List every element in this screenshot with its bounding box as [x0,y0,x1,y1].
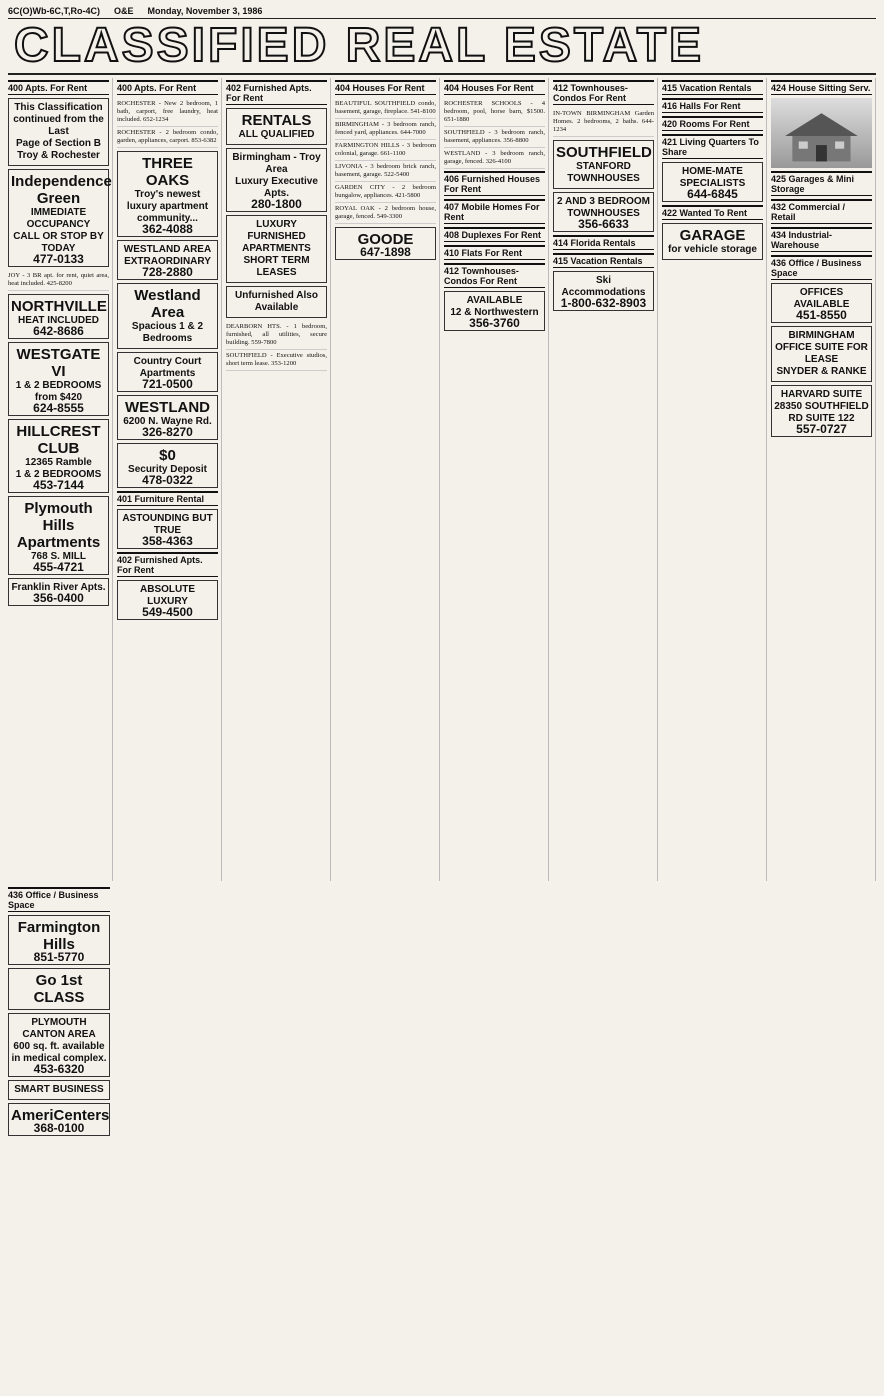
display-ad-phone: 549-4500 [142,605,193,619]
masthead-rule [8,73,876,75]
display-ad-title: RENTALS [241,112,312,129]
display-ad-title: WESTLAND AREA [123,244,212,255]
display-ad-title: Country Court Apartments [133,356,202,379]
ad-column [662,78,767,881]
ad-column [8,885,113,1396]
display-ad-line: SHORT TERM LEASES [243,255,310,278]
classified-ad: GARDEN CITY - 2 bedroom bungalow, appliances. 421-5800 [335,182,436,203]
display-ad-line: EXTRAORDINARY [124,256,211,267]
classified-ad: SOUTHFIELD - Executive studios, short term lease. 353-1200 [226,350,327,371]
section-heading: 415 Vacation Rentals [662,80,763,95]
display-ad-line: Security Deposit [128,464,207,475]
classified-ad: ROCHESTER SCHOOLS - 4 bedroom, pool, horse barn, $1500. 651-1880 [444,98,545,127]
ad-column [117,78,222,881]
classified-ad: DEARBORN HTS. - 1 bedroom, furnished, all utilities, secure building. 559-7800 [226,321,327,350]
display-ad [8,496,109,575]
section-heading: 404 Houses For Rent [335,80,436,95]
display-ad-phone: 624-8555 [33,401,84,415]
display-ad-line: 6200 N. Wayne Rd. [123,416,212,427]
classified-ad: IN-TOWN BIRMINGHAM Garden Homes. 2 bedrooms, 2 baths. 644-1234 [553,108,654,137]
display-ad-line: 12365 Ramble [25,457,92,468]
display-ad-title: Independence Green [11,173,112,207]
section-heading: 404 Houses For Rent [444,80,545,95]
display-ad [771,283,872,323]
display-ad-title: Franklin River Apts. [11,582,106,593]
section-heading: 414 Florida Rentals [553,235,654,250]
display-ad-title: PLYMOUTH CANTON AREA [22,1016,96,1040]
classified-ad: WESTLAND - 3 bedroom ranch, garage, fenced. 326-4100 [444,148,545,169]
display-ad-title: LUXURY FURNISHED APARTMENTS [242,219,311,254]
display-ad [444,291,545,331]
folio-section: 6C(O)Wb-6C,T,Ro-4C) [8,6,100,16]
display-ad-phone: 280-1800 [251,197,302,211]
display-ad-title: 2 AND 3 BEDROOM TOWNHOUSES [557,196,650,219]
display-ad [553,140,654,189]
display-ad-title: SOUTHFIELD [556,144,652,161]
display-ad [8,968,110,1010]
section-heading: 402 Furnished Apts. For Rent [117,552,218,577]
section-heading: 410 Flats For Rent [444,245,545,260]
display-ad-line: IMMEDIATE OCCUPANCY [26,207,91,230]
display-ad-line: Troy & Rochester [17,150,100,161]
classified-ad: ROYAL OAK - 2 bedroom house, garage, fenced. 549-3300 [335,203,436,224]
classified-ad: ROCHESTER - New 2 bedroom, 1 bath, carport, free laundry, heat included. 652-1234 [117,98,218,127]
section-heading: 432 Commercial / Retail [771,199,872,224]
display-ad-title: ABSOLUTE LUXURY [140,584,195,607]
display-ad [117,443,218,488]
display-ad-phone: 362-4088 [142,222,193,236]
display-ad-phone: 356-0400 [33,591,84,605]
display-ad [8,1013,110,1077]
display-ad [8,1103,110,1136]
display-ad-title: WESTLAND [125,399,210,416]
display-ad-line: HEAT INCLUDED [18,315,99,326]
section-heading: 424 House Sitting Serv. [771,80,872,95]
display-ad [117,240,218,280]
display-ad-phone: 356-3760 [469,316,520,330]
display-ad-title: BIRMINGHAM OFFICE SUITE FOR LEASE [775,330,868,365]
display-ad [226,286,327,318]
display-ad [8,98,109,166]
display-ad-title: Westland Area [134,287,201,321]
section-heading: 434 Industrial-Warehouse [771,227,872,252]
section-heading: 412 Townhouses-Condos For Rent [553,80,654,105]
ad-column [771,78,876,881]
classified-ad: BEAUTIFUL SOUTHFIELD condo, basement, garage, fireplace. 541-8100 [335,98,436,119]
ad-column [8,78,113,881]
section-heading: 402 Furnished Apts. For Rent [226,80,327,105]
display-ad-title: HOME-MATE SPECIALISTS [679,166,746,189]
classified-ad: JOY - 3 BR apt. for rent, quiet area, heat included. 425-8200 [8,270,109,291]
display-ad [662,162,763,202]
display-ad-phone: 642-8686 [33,324,84,338]
display-ad-line: 1 & 2 BEDROOMS [15,469,102,480]
display-ad [8,342,109,416]
display-ad [117,283,218,349]
classified-ad: FARMINGTON HILLS - 3 bedroom colonial, garage. 661-1100 [335,140,436,161]
classified-ad: SOUTHFIELD - 3 bedroom ranch, basement, appliances. 356-8800 [444,127,545,148]
display-ad-line: Spacious 1 & 2 Bedrooms [131,321,204,344]
display-ad-phone: 478-0322 [142,473,193,487]
folio-paper: O&E [114,6,134,16]
display-ad-phone: 453-7144 [33,478,84,492]
display-ad-title: Farmington Hills [17,918,101,953]
display-ad-title: AVAILABLE [466,295,523,306]
section-heading: 415 Vacation Rentals [553,253,654,268]
display-ad [117,395,218,440]
display-ad-line: from $420 [34,392,83,403]
display-ad [553,271,654,311]
display-ad [117,580,218,620]
display-ad-phone: 1-800-632-8903 [560,296,647,310]
ad-column [444,78,549,881]
display-ad [8,578,109,606]
house-photo [771,98,872,168]
display-ad-title: Ski Accommodations [561,275,646,298]
display-ad-title: Go 1st CLASS [33,971,85,1006]
display-ad-phone: 721-0500 [142,377,193,391]
display-ad-title: Unfurnished Also Available [235,290,318,313]
display-ad [8,169,112,267]
display-ad [8,1080,110,1100]
display-ad-title: OFFICES AVAILABLE [793,287,850,310]
ad-columns [8,78,876,1396]
section-heading: 421 Living Quarters To Share [662,134,763,159]
display-ad-line: Troy's newest luxury apartment community... [126,189,209,224]
display-ad-title: AmeriCenters [11,1106,110,1124]
display-ad-phone: 644-6845 [687,187,738,201]
display-ad [335,227,436,260]
display-ad-title: SMART BUSINESS [14,1083,104,1095]
display-ad-line: 12 & Northwestern [450,307,539,318]
ad-column [335,78,440,881]
section-heading: 400 Apts. For Rent [117,80,218,95]
display-ad-line: CALL OR STOP BY TODAY [13,231,104,254]
display-ad-title: HARVARD SUITE [780,389,863,400]
display-ad-line: ALL QUALIFIED [238,129,315,140]
display-ad [8,915,110,965]
section-heading: 420 Rooms For Rent [662,116,763,131]
ad-column [226,78,331,881]
display-ad [771,326,872,382]
display-ad-phone: 647-1898 [360,245,411,259]
display-ad [226,108,327,145]
display-ad [226,148,327,212]
folio-date: Monday, November 3, 1986 [147,6,263,16]
display-ad-phone: 455-4721 [33,560,84,574]
section-heading: 400 Apts. For Rent [8,80,109,95]
display-ad-title: GARAGE [679,227,746,244]
display-ad [662,223,763,260]
section-heading: 412 Townhouses-Condos For Rent [444,263,545,288]
section-heading: 436 Office / Business Space [8,887,110,912]
display-ad-line: 1 & 2 BEDROOMS [15,380,102,391]
display-ad-title: THREE OAKS [142,155,193,189]
display-ad-phone: 451-8550 [796,308,847,322]
classified-ad: ROCHESTER - 2 bedroom condo, garden, appliances, carport. 853-6382 [117,127,218,148]
display-ad-title: ASTOUNDING BUT TRUE [122,513,213,536]
masthead [8,19,876,73]
section-heading: 406 Furnished Houses For Rent [444,171,545,196]
display-ad-title: GOODE [357,231,414,248]
display-ad-line: 600 sq. ft. available in medical complex. [11,1040,107,1064]
folio-line [8,6,876,19]
display-ad-title: Birmingham - Troy Area [232,152,321,175]
display-ad-phone: 453-6320 [33,1061,85,1076]
display-ad [8,419,109,493]
display-ad-phone: 358-4363 [142,534,193,548]
masthead-title: CLASSIFIED REAL ESTATE [14,19,705,72]
display-ad-title: Plymouth Hills Apartments [16,500,101,551]
ad-column [553,78,658,881]
section-heading: 425 Garages & Mini Storage [771,171,872,196]
display-ad-phone: 851-5770 [33,949,85,964]
section-heading: 416 Halls For Rent [662,98,763,113]
house-icon [776,104,867,168]
display-ad-line: STANFORD TOWNHOUSES [567,161,640,184]
section-heading: 436 Office / Business Space [771,255,872,280]
display-ad [226,215,327,283]
display-ad-title: WESTGATE VI [16,346,101,380]
section-heading: 422 Wanted To Rent [662,205,763,220]
display-ad-phone: 326-8270 [142,425,193,439]
classified-ad: BIRMINGHAM - 3 bedroom ranch, fenced yard, appliances. 644-7000 [335,119,436,140]
display-ad-phone: 557-0727 [796,422,847,436]
display-ad [117,352,218,392]
display-ad-line: SNYDER & RANKE [776,366,867,377]
display-ad-title: HILLCREST CLUB [16,423,101,457]
display-ad-line: Luxury Executive Apts. [235,176,318,199]
display-ad-line: continued from the Last [13,114,104,137]
display-ad-line: This Classification [14,102,103,113]
display-ad-line: for vehicle storage [668,244,757,255]
display-ad [117,151,218,237]
display-ad-phone: 728-2880 [142,265,193,279]
display-ad-title: NORTHVILLE [11,298,107,315]
section-heading: 408 Duplexes For Rent [444,227,545,242]
display-ad-line: 768 S. MILL [30,551,86,562]
display-ad-line: Page of Section B [15,138,101,149]
display-ad-phone: 368-0100 [33,1120,85,1135]
display-ad [553,192,654,232]
display-ad [771,385,872,437]
section-heading: 401 Furniture Rental [117,491,218,506]
display-ad-phone: 356-6633 [578,217,629,231]
display-ad-phone: 477-0133 [33,252,84,266]
display-ad [8,294,109,339]
display-ad [117,509,218,549]
section-heading: 407 Mobile Homes For Rent [444,199,545,224]
display-ad-line: 28350 SOUTHFIELD RD SUITE 122 [774,401,869,424]
classified-ad: LIVONIA - 3 bedroom brick ranch, basement, garage. 522-5400 [335,161,436,182]
display-ad-title: $0 [159,447,176,464]
